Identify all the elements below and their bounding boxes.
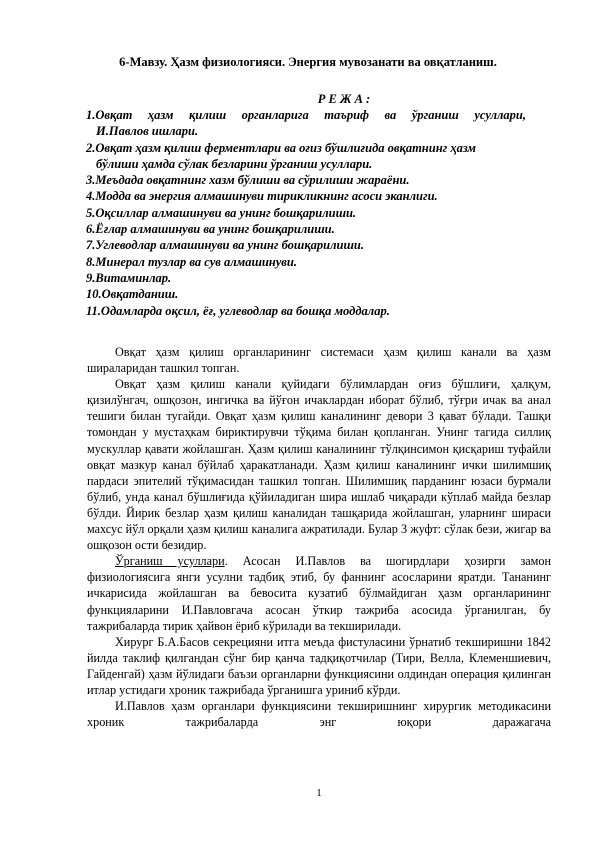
plan-list <box>86 107 526 319</box>
plan-item-text: 11.Одамларда оқсил, ёғ, углеводлар ва бошқа моддалар. <box>86 303 390 318</box>
plan-item-text: 2.Овқат ҳазм қилиш ферментлари ва оғиз бўшлиғида овқатнинг ҳазм <box>86 140 476 155</box>
plan-item-continuation: И.Павлов ишлари. <box>96 124 199 139</box>
paragraph: Овқат ҳазм қилиш органларининг системаси ҳазм қилиш канали ва ҳазм шираларидан ташкил топган. <box>87 345 551 376</box>
plan-item <box>86 188 526 204</box>
paragraph <box>87 553 551 633</box>
paragraph: Овқат ҳазм қилиш канали қуйидаги бўлимлардан оғиз бўшлиғи, ҳалқум, қизилўнгач, ошқозон, ингичка ва йўғон ичаклардан иборат бўлиб, тўғри ичак ва анал тешиги билан тугайди. Овқат ҳазм қилиш каналининг девори 3 қават бўлади. Ташқи томондан у мустаҳкам бириктирувчи тўқима билан қопланган. Унинг тагида силлиқ мускуллар қавати жойлашган. Ҳазм қилиш каналининг тўлқинсимон қисқариш туфайли овқат мазкур канал бўйлаб ҳаракатланади. Ҳазм қилиш каналининг ички шилимшиқ пардаси эпителий тўқимасидан ташкил топган. Шилимшиқ парданинг юзаси бурмали бўлиб, унда канал бўшлиғида қўйиладиган шира ишлаб чиқаради кўплаб майда безлар бўлди. Йирик безлар ҳазм қилиш каналидан ташқарида жойлашган, уларнинг шираси махсус йўл орқали ҳазм қилиш каналига ажратилади. Булар 3 жуфт: сўлак бези, жигар ва ошқозон ости безидир. <box>87 377 551 553</box>
plan-item <box>86 303 526 319</box>
plan-item-text: 9.Витаминлар. <box>86 270 172 285</box>
paragraph: И.Павлов ҳазм органлари функциясини текширишнинг хирургик методикасини хроник тажрибаларда энг юқори даражагача <box>87 699 551 730</box>
plan-item <box>86 270 526 286</box>
plan-item-text: 4.Модда ва энергия алмашинуви тирикликнинг асоси эканлиги. <box>86 189 438 204</box>
underlined-term: Ўрганиш усуллари <box>115 554 225 569</box>
plan-item <box>86 140 526 173</box>
page-title: 6-Мавзу. Ҳазм физиологияси. Энергия мувозанати ва овқатланиш. <box>119 55 497 69</box>
plan-item-text: 7.Углеводлар алмашинуви ва унинг бошқарилиши. <box>86 238 364 253</box>
plan-item-text: 8.Минерал тузлар ва сув алмашинуви. <box>86 254 297 269</box>
plan-item <box>86 221 526 237</box>
paragraph-text: . Асосан И.Павлов ва шогирдлари ҳозирги замон физиологиясига янги усулни тадбиқ этиб, бу фаннинг асосларини яратди. Тананинг ичкарисида жойлашган ва бевосита кузатиб бўлмайдиган ҳазм органларининг функцияларини И.Павловгача асосан ўткир тажриба асосида ўрганилган, бу тажрибаларда тирик ҳайвон ёриб кўрилади ва текширилади. <box>87 554 552 633</box>
page-number: 1 <box>316 787 322 799</box>
plan-item <box>86 237 526 253</box>
plan-item <box>86 286 526 302</box>
plan-heading: Р Е Ж А : <box>317 92 371 106</box>
plan-item-text: 1.Овқат ҳазм қилиш органларига таъриф ва ўрганиш усуллари, <box>86 108 526 122</box>
plan-item-text: 6.Ёғлар алмашинуви ва унинг бошқарилиши. <box>86 222 335 237</box>
plan-item-continuation: бўлиши ҳамда сўлак безларини ўрганиш усуллари. <box>96 156 373 171</box>
plan-item-text: 5.Оқсиллар алмашинуви ва унинг бошқарилиши. <box>86 205 357 220</box>
plan-item-text: 3.Меъдада овқатнинг хазм бўлиши ва сўрилиши жараёни. <box>86 173 410 188</box>
plan-item <box>86 205 526 221</box>
plan-item <box>86 254 526 270</box>
plan-item-text: 10.Овқатданиш. <box>86 287 179 302</box>
body-text <box>87 344 551 730</box>
plan-item <box>86 172 526 188</box>
paragraph: Хирург Б.А.Басов секрецияни итга меъда фистуласини ўрнатиб текширишни 1842 йилда таклиф қилгандан сўнг бир қанча тадқиқотчилар (Тири, Велла, Клеменшиевич, Гайденгай) ҳазм йўлидаги баъзи органларни функциясини олдиндан операция қилинган итлар устидаги хроник тажрибада ўрганишга уриниб кўрди. <box>87 634 551 697</box>
plan-item <box>86 107 526 140</box>
